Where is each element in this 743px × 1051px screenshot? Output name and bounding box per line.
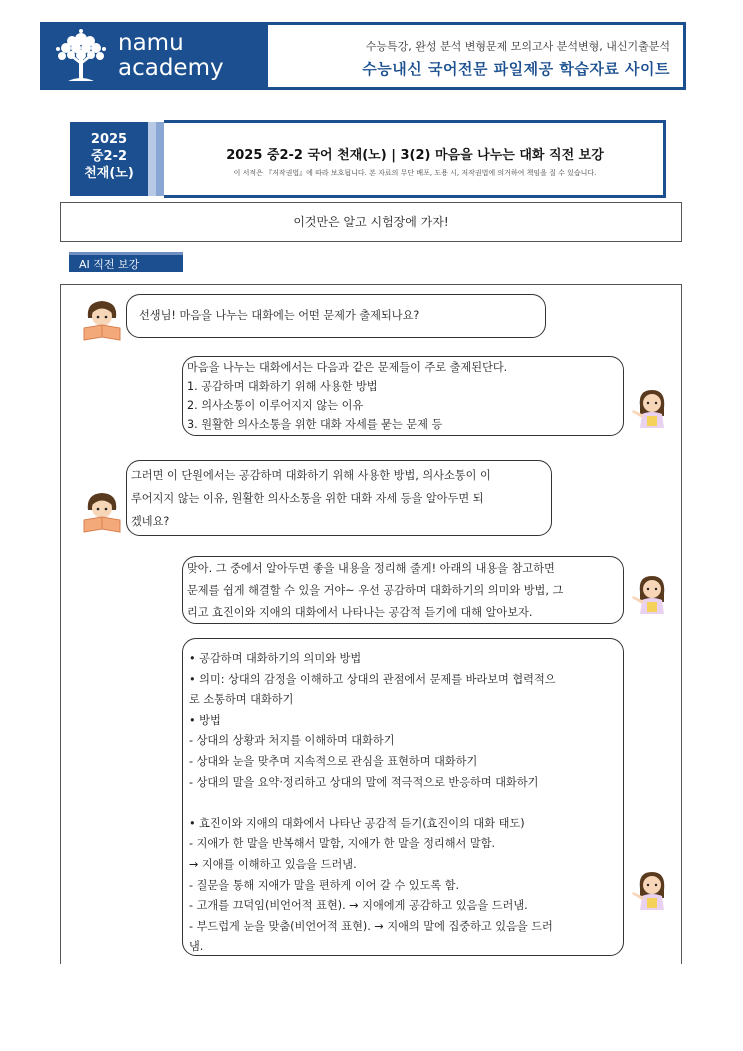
teacher-pointing-avatar-icon (628, 384, 672, 430)
tree-logo-icon (50, 25, 112, 87)
student-reading-avatar-icon (80, 488, 124, 534)
student-question-bubble: 선생님! 마음을 나누는 대화에는 어떤 문제가 출제되나요? (126, 294, 546, 338)
copyright-note: 이 서적은 『저작권법』에 따라 보호됩니다. 본 자료의 무단 배포, 도용 시, 저작권법에 의거하여 책임을 질 수 있습니다. (233, 169, 597, 177)
student-followup-bubble: 그러면 이 단원에서는 공감하며 대화하기 위해 사용한 방법, 의사소통이 이 루어지지 않는 이유, 원활한 의사소통을 위한 대화 자세 등을 알아두면 되 겠네요? (126, 460, 552, 536)
tip-box: 이것만은 알고 시험장에 가자! (60, 202, 682, 242)
teacher-intro-bubble: 맞아. 그 중에서 알아두면 좋을 내용을 정리해 줄게! 아래의 내용을 참고하면 문제를 쉽게 해결할 수 있을 거야~ 우선 공감하며 대화하기의 의미와 방법, 그 리고 효진이와 지애의 대화에서 나타나는 공감적 듣기에 대해 알아보자. (182, 556, 624, 624)
tag-year: 2025 (90, 132, 128, 147)
student-reading-avatar-icon (80, 296, 124, 342)
teacher-summary-bubble: • 공감하며 대화하기의 의미와 방법 • 의미: 상대의 감정을 이해하고 상대의 관점에서 문제를 바라보며 협력적으 로 소통하며 대화하기 • 방법 - 상대의 상황과 처지를 이해하며 대화하기 - 상대와 눈을 맞추며 지속적으로 관심을 표현하며 대화하기 - 상대의 말을 요약·정리하고 상대의 말에 적극적으로 반응하며 대화하기 • 효진이와 지애의 대화에서 나타난 공감적 듣기(효진이의 대화 태도) - 지애가 한 말을 반복해서 말함, 지애가 한 말을 정리해서 말함. → 지애를 이해하고 있음을 드러냄. - 질문을 통해 지애가 말을 편하게 이어 갈 수 있도록 함. - 고개를 끄덕임(비언어적 표현). → 지애에게 공감하고 있음을 드러냄. - 부드럽게 눈을 맞춤(비언어적 표현). → 지애의 말에 집중하고 있음을 드러 냄. (182, 638, 624, 956)
teacher-pointing-avatar-icon (628, 570, 672, 616)
document-title: 2025 중2-2 국어 천재(노) | 3(2) 마음을 나누는 대화 직전 보강 (226, 148, 604, 163)
tag-grade: 중2-2 (90, 149, 128, 164)
logo-wordmark (118, 31, 224, 81)
teacher-answer-bubble: 마음을 나누는 대화에서는 다음과 같은 문제들이 주로 출제된단다. 1. 공감하며 대화하기 위해 사용한 방법 2. 의사소통이 이루어지지 않는 이유 3. 원활한 의사소통을 위한 대화 자세를 묻는 문제 등 (182, 356, 624, 436)
title-stripe-mid (156, 122, 164, 196)
header-banner-info (268, 22, 686, 90)
header-subtitle: 수능특강, 완성 분석 변형문제 모의고사 분석변형, 내신기출분석 (365, 40, 670, 53)
section-label: AI 직전 보강 (69, 252, 183, 272)
logo-line-namu: namu (118, 30, 184, 56)
teacher-pointing-avatar-icon (628, 866, 672, 912)
logo-line-academy: academy (118, 55, 224, 81)
title-stripe-light (148, 122, 156, 196)
title-tag (70, 131, 148, 182)
tag-publisher: 천재(노) (84, 166, 134, 181)
header-tagline: 수능내신 국어전문 파일제공 학습자료 사이트 (362, 60, 670, 78)
